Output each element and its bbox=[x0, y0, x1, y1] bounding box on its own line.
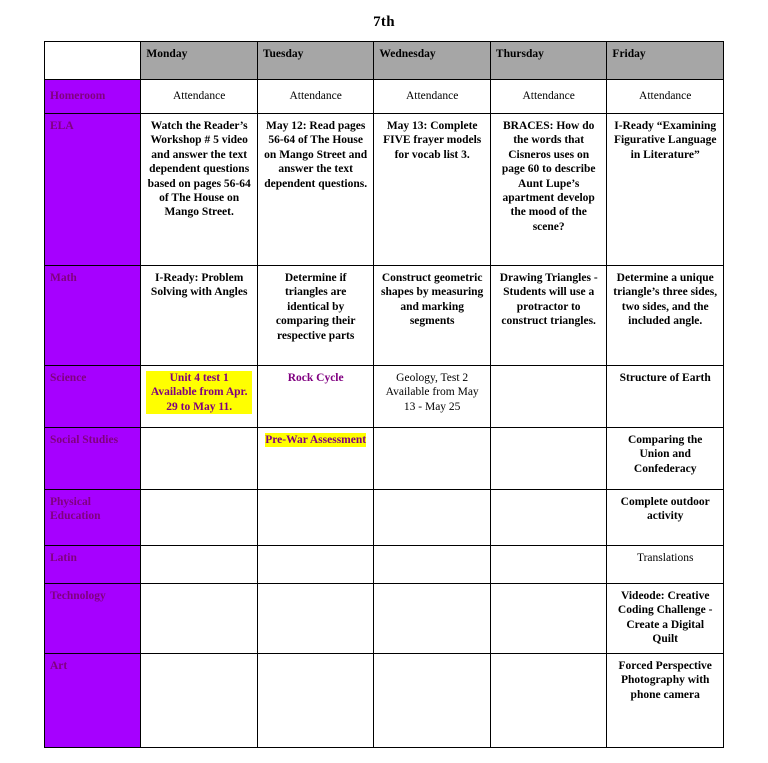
cell-text: Determine a unique triangle’s three sides, two sides, and the included angle. bbox=[613, 272, 718, 328]
cell-text: Translations bbox=[636, 552, 694, 564]
table-row bbox=[45, 80, 724, 114]
cell-tech-tuesday bbox=[257, 584, 374, 654]
cell-text: Construct geometric shapes by measuring and marking segments bbox=[381, 272, 484, 328]
cell-text: Attendance bbox=[289, 89, 342, 102]
cell-text: Determine if triangles are identical by comparing their respective parts bbox=[275, 272, 356, 342]
cell-pe-friday bbox=[607, 490, 724, 546]
cell-tech-monday bbox=[141, 584, 258, 654]
subject-label-homeroom: Homeroom bbox=[45, 80, 141, 114]
column-header-wednesday: Wednesday bbox=[374, 42, 491, 80]
cell-science-friday bbox=[607, 366, 724, 428]
cell-ela-thursday bbox=[490, 114, 607, 266]
cell-tech-friday bbox=[607, 584, 724, 654]
subject-label-social-studies: Social Studies bbox=[45, 428, 141, 490]
subject-label-science: Science bbox=[45, 366, 141, 428]
subject-label-ela: ELA bbox=[45, 114, 141, 266]
cell-latin-wednesday bbox=[374, 546, 491, 584]
cell-text: I-Ready: Problem Solving with Angles bbox=[150, 272, 248, 299]
cell-text: Watch the Reader’s Workshop # 5 video and answer the text dependent questions based on pages 56-64 of The House on Mango Street. bbox=[147, 120, 251, 219]
cell-text: Geology, Test 2 Available from May 13 - May 25 bbox=[385, 372, 479, 413]
cell-homeroom-friday bbox=[607, 80, 724, 114]
cell-ela-wednesday bbox=[374, 114, 491, 266]
cell-pe-tuesday bbox=[257, 490, 374, 546]
cell-text: May 12: Read pages 56-64 of The House on Mango Street and answer the text dependent questions. bbox=[264, 120, 368, 190]
table-header bbox=[45, 42, 724, 80]
table-row bbox=[45, 366, 724, 428]
cell-text: May 13: Complete FIVE frayer models for vocab list 3. bbox=[383, 120, 482, 161]
cell-text-highlighted: Pre-War Assessment bbox=[265, 434, 367, 446]
cell-art-tuesday bbox=[257, 654, 374, 748]
weekly-schedule-table bbox=[44, 41, 724, 748]
header-row bbox=[45, 42, 724, 80]
table-row bbox=[45, 428, 724, 490]
cell-math-monday bbox=[141, 266, 258, 366]
cell-ela-monday bbox=[141, 114, 258, 266]
table-row bbox=[45, 584, 724, 654]
cell-pe-thursday bbox=[490, 490, 607, 546]
cell-math-wednesday bbox=[374, 266, 491, 366]
column-header-thursday: Thursday bbox=[490, 42, 607, 80]
cell-ela-friday bbox=[607, 114, 724, 266]
subject-label-latin: Latin bbox=[45, 546, 141, 584]
table-row bbox=[45, 546, 724, 584]
cell-text: I-Ready “Examining Figurative Language in Literature” bbox=[613, 120, 717, 161]
cell-text: Videode: Creative Coding Challenge - Create a Digital Quilt bbox=[617, 590, 713, 646]
cell-text-highlighted: Unit 4 test 1 Available from Apr. 29 to May 11. bbox=[146, 371, 252, 414]
column-header-friday: Friday bbox=[607, 42, 724, 80]
column-header-monday: Monday bbox=[141, 42, 258, 80]
table-row bbox=[45, 490, 724, 546]
cell-homeroom-monday bbox=[141, 80, 258, 114]
cell-pe-monday bbox=[141, 490, 258, 546]
cell-art-monday bbox=[141, 654, 258, 748]
cell-text: Rock Cycle bbox=[287, 372, 344, 384]
table-row bbox=[45, 266, 724, 366]
cell-social-friday bbox=[607, 428, 724, 490]
cell-homeroom-tuesday bbox=[257, 80, 374, 114]
cell-latin-tuesday bbox=[257, 546, 374, 584]
header-corner-cell bbox=[45, 42, 141, 80]
cell-science-thursday bbox=[490, 366, 607, 428]
cell-text: BRACES: How do the words that Cisneros uses on page 60 to describe Aunt Lupe’s apartment develop the mood of the scene? bbox=[501, 120, 596, 233]
cell-social-thursday bbox=[490, 428, 607, 490]
cell-text: Forced Perspective Photography with phone camera bbox=[618, 660, 712, 701]
table-body bbox=[45, 80, 724, 748]
schedule-table-wrapper bbox=[0, 41, 768, 748]
cell-text: Comparing the Union and Confederacy bbox=[627, 434, 703, 475]
cell-science-tuesday bbox=[257, 366, 374, 428]
cell-social-monday bbox=[141, 428, 258, 490]
subject-label-math: Math bbox=[45, 266, 141, 366]
table-row bbox=[45, 114, 724, 266]
cell-ela-tuesday bbox=[257, 114, 374, 266]
cell-latin-friday bbox=[607, 546, 724, 584]
cell-text: Structure of Earth bbox=[619, 372, 711, 384]
cell-text: Attendance bbox=[405, 89, 459, 102]
cell-pe-wednesday bbox=[374, 490, 491, 546]
cell-art-thursday bbox=[490, 654, 607, 748]
subject-label-art: Art bbox=[45, 654, 141, 748]
column-header-tuesday: Tuesday bbox=[257, 42, 374, 80]
cell-tech-wednesday bbox=[374, 584, 491, 654]
cell-art-wednesday bbox=[374, 654, 491, 748]
cell-text: Drawing Triangles - Students will use a protractor to construct triangles. bbox=[499, 272, 598, 328]
page-title: 7th bbox=[373, 14, 395, 30]
cell-text: Attendance bbox=[639, 89, 692, 102]
cell-social-wednesday bbox=[374, 428, 491, 490]
cell-social-tuesday bbox=[257, 428, 374, 490]
cell-science-wednesday bbox=[374, 366, 491, 428]
cell-text: Attendance bbox=[172, 89, 226, 102]
cell-latin-thursday bbox=[490, 546, 607, 584]
subject-label-physical-education: Physical Education bbox=[45, 490, 141, 546]
table-row bbox=[45, 654, 724, 748]
cell-text: Complete outdoor activity bbox=[620, 496, 710, 523]
cell-math-thursday bbox=[490, 266, 607, 366]
cell-text: Attendance bbox=[522, 89, 575, 102]
cell-homeroom-thursday bbox=[490, 80, 607, 114]
cell-science-monday bbox=[141, 366, 258, 428]
cell-homeroom-wednesday bbox=[374, 80, 491, 114]
cell-art-friday bbox=[607, 654, 724, 748]
cell-math-tuesday bbox=[257, 266, 374, 366]
subject-label-technology: Technology bbox=[45, 584, 141, 654]
cell-latin-monday bbox=[141, 546, 258, 584]
cell-math-friday bbox=[607, 266, 724, 366]
cell-tech-thursday bbox=[490, 584, 607, 654]
